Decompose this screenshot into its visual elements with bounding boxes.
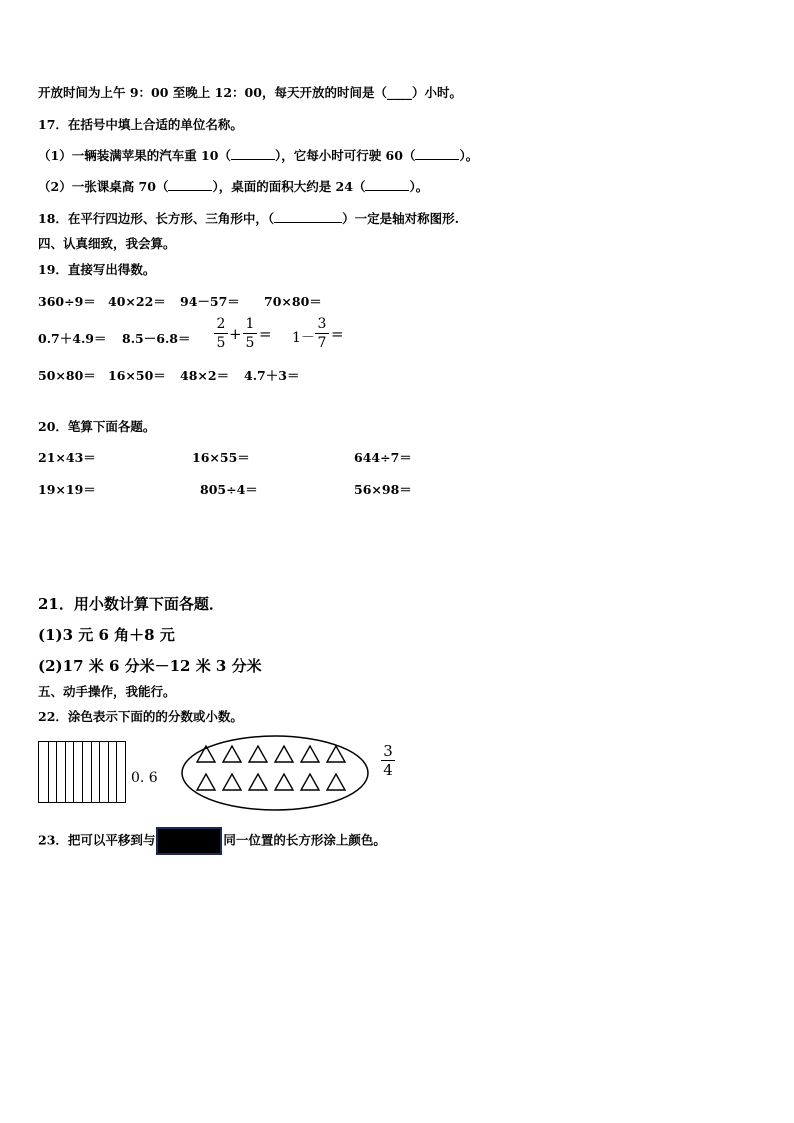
fraction-numerator: 1 bbox=[245, 316, 255, 332]
q22-title: 22．涂色表示下面的的分数或小数。 bbox=[38, 709, 243, 724]
q19-r3-e2: 16×50＝ bbox=[108, 368, 166, 383]
q17-2-blank-1[interactable] bbox=[168, 180, 212, 191]
q17-1-text-a: （1）一辆装满苹果的汽车重 10（ bbox=[38, 148, 231, 163]
q17-1-blank-1[interactable] bbox=[231, 149, 275, 160]
q17-1-text-b: ），它每小时可行驶 60（ bbox=[274, 148, 416, 163]
q20-r1-e1: 21×43＝ bbox=[38, 450, 96, 465]
q17-1-text-c: ）。 bbox=[459, 148, 479, 163]
triangle-shape[interactable] bbox=[197, 774, 215, 790]
q17-1 bbox=[38, 146, 478, 164]
fraction-denominator: 7 bbox=[317, 335, 327, 351]
fraction-numerator: 3 bbox=[317, 316, 327, 332]
q18 bbox=[38, 209, 459, 227]
q22-fraction-3-4 bbox=[381, 743, 395, 778]
q23-text-a: 23．把可以平移到与 bbox=[38, 832, 156, 848]
rectangle-stripe bbox=[99, 742, 100, 802]
rectangle-stripe bbox=[73, 742, 74, 802]
q17-2 bbox=[38, 177, 428, 195]
section-5-title: 五、动手操作，我能行。 bbox=[38, 684, 176, 699]
q18-blank[interactable] bbox=[274, 212, 342, 223]
striped-rectangle[interactable] bbox=[38, 741, 126, 803]
triangle-shape[interactable] bbox=[301, 746, 319, 762]
q22-decimal-label: 0. 6 bbox=[131, 770, 158, 786]
q23 bbox=[38, 827, 386, 855]
q20-r2-e3: 56×98＝ bbox=[354, 482, 412, 497]
q19-r1-e2: 40×22＝ bbox=[108, 294, 166, 309]
q19-r2-e2: 8.5－6.8＝ bbox=[122, 331, 191, 346]
q19-fraction-1-5 bbox=[243, 316, 257, 351]
triangle-oval[interactable] bbox=[180, 734, 370, 812]
fraction-denominator: 5 bbox=[216, 335, 226, 351]
q19-r3-e4: 4.7＋3＝ bbox=[244, 368, 300, 383]
q19-equals-2: = bbox=[331, 325, 344, 343]
rectangle-stripe bbox=[65, 742, 66, 802]
q19-r1-e3: 94－57＝ bbox=[180, 294, 240, 309]
rectangle-stripe bbox=[108, 742, 109, 802]
q19-plus: + bbox=[229, 325, 242, 343]
q19-r1-e1: 360÷9＝ bbox=[38, 294, 96, 309]
q20-title: 20．笔算下面各题。 bbox=[38, 419, 156, 434]
rectangle-stripe bbox=[116, 742, 117, 802]
q19-title: 19．直接写出得数。 bbox=[38, 262, 156, 277]
q21-2: (2)17 米 6 分米－12 米 3 分米 bbox=[38, 657, 262, 675]
q17-2-blank-2[interactable] bbox=[365, 180, 409, 191]
fraction-numerator: 2 bbox=[216, 316, 226, 332]
q23-text-b: 同一位置的长方形涂上颜色。 bbox=[223, 832, 386, 848]
triangle-shape[interactable] bbox=[327, 746, 345, 762]
rectangle-stripe bbox=[48, 742, 49, 802]
triangle-shape[interactable] bbox=[275, 774, 293, 790]
q19-fraction-3-7 bbox=[315, 316, 329, 351]
q20-r2-e2: 805÷4＝ bbox=[200, 482, 258, 497]
triangle-shape[interactable] bbox=[327, 774, 345, 790]
q17-2-text-c: ）。 bbox=[409, 179, 429, 194]
fraction-denominator: 4 bbox=[383, 761, 393, 779]
triangle-shape[interactable] bbox=[275, 746, 293, 762]
rectangle-stripe bbox=[56, 742, 57, 802]
triangle-shape[interactable] bbox=[223, 746, 241, 762]
q18-text-a: 18．在平行四边形、长方形、三角形中，（ bbox=[38, 211, 275, 226]
q19-r2-e1: 0.7＋4.9＝ bbox=[38, 331, 107, 346]
q19-r3-e1: 50×80＝ bbox=[38, 368, 96, 383]
triangle-shape[interactable] bbox=[301, 774, 319, 790]
q19-fraction-2-5 bbox=[214, 316, 228, 351]
line-opening-hours: 开放时间为上午 9：00 至晚上 12：00，每天开放的时间是（____）小时。 bbox=[38, 85, 462, 100]
reference-rectangle bbox=[156, 827, 222, 855]
triangle-shape[interactable] bbox=[249, 746, 267, 762]
q19-r3-e3: 48×2＝ bbox=[180, 368, 230, 383]
rectangle-stripe bbox=[82, 742, 83, 802]
q21-1: (1)3 元 6 角＋8 元 bbox=[38, 626, 175, 644]
q20-r2-e1: 19×19＝ bbox=[38, 482, 96, 497]
q19-one-minus: 1－ bbox=[292, 330, 315, 346]
q20-r1-e3: 644÷7＝ bbox=[354, 450, 412, 465]
fraction-denominator: 5 bbox=[245, 335, 255, 351]
q17-2-text-a: （2）一张课桌高 70（ bbox=[38, 179, 169, 194]
q17-1-blank-2[interactable] bbox=[415, 149, 459, 160]
q19-equals-1: = bbox=[259, 325, 272, 343]
q18-text-b: ）一定是轴对称图形. bbox=[342, 211, 460, 226]
triangle-shape[interactable] bbox=[223, 774, 241, 790]
rectangle-stripe bbox=[91, 742, 92, 802]
fraction-numerator: 3 bbox=[383, 742, 393, 760]
q19-r1-e4: 70×80＝ bbox=[264, 294, 322, 309]
q21-title: 21．用小数计算下面各题． bbox=[38, 595, 224, 613]
q20-r1-e2: 16×55＝ bbox=[192, 450, 250, 465]
triangle-shape[interactable] bbox=[249, 774, 267, 790]
q17-title: 17．在括号中填上合适的单位名称。 bbox=[38, 117, 243, 132]
section-4-title: 四、认真细致，我会算。 bbox=[38, 236, 176, 251]
q17-2-text-b: ），桌面的面积大约是 24（ bbox=[212, 179, 366, 194]
